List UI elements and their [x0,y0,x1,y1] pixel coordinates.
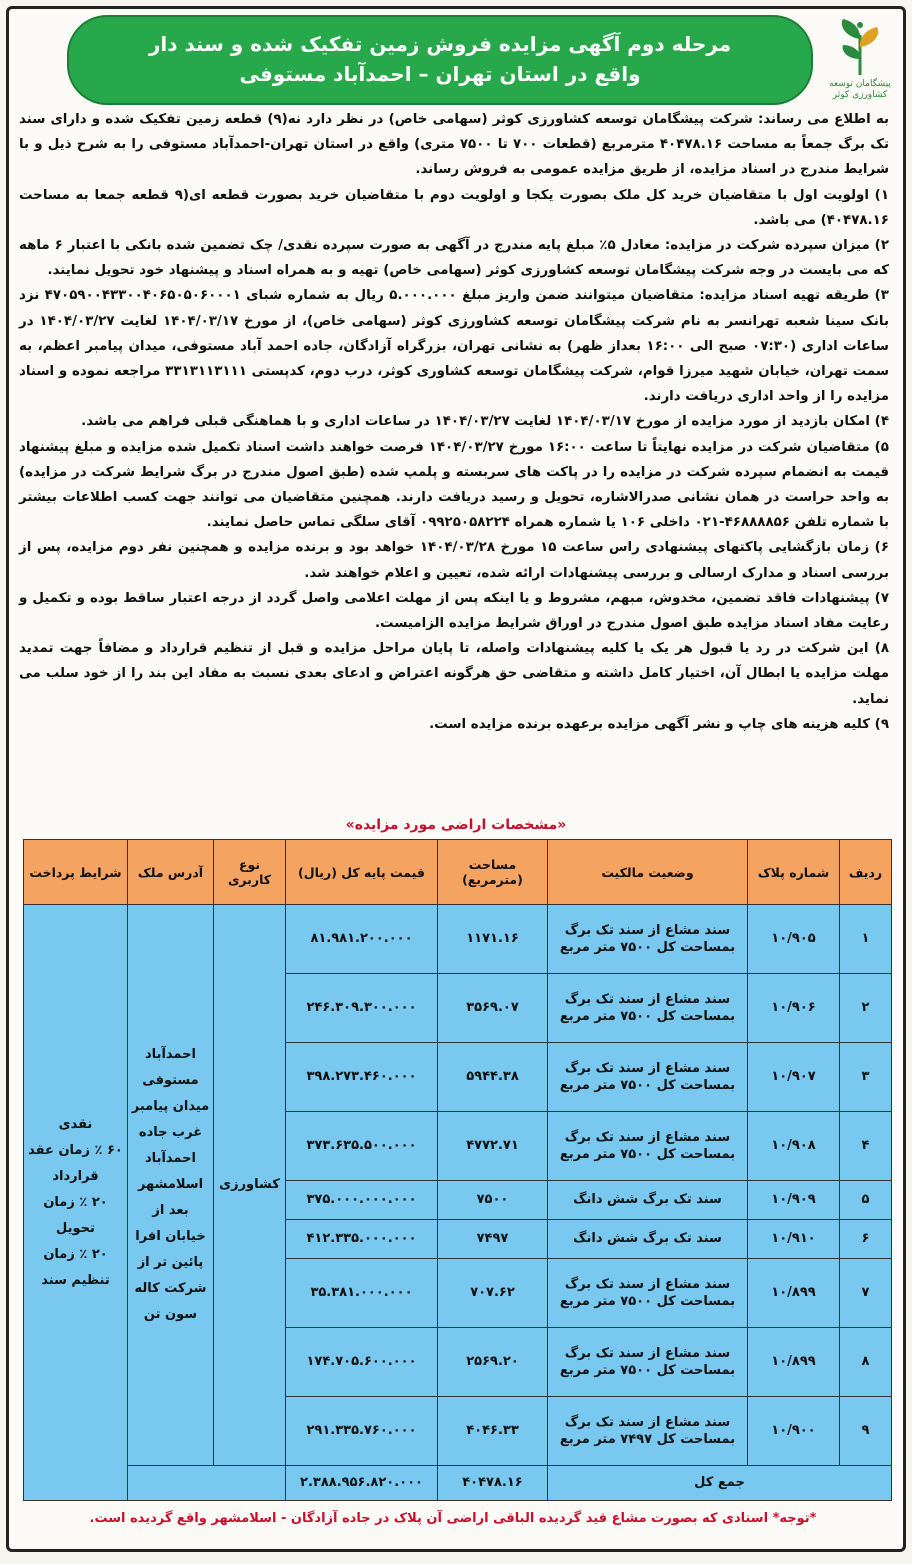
property-address: احمدآباد مستوفی میدان پیامبر غرب جاده احمدآباد اسلامشهر بعد از خیابان افرا پائین تر از شرکت کاله سون تن [128,905,214,1466]
total-empty-cell [128,1465,286,1500]
base-price: ۲۴۶.۳۰۹.۳۰۰.۰۰۰ [286,973,438,1042]
row-number: ۹ [840,1396,892,1465]
notice-body [19,107,889,737]
table-header-row [24,840,892,905]
payment-terms [24,905,128,1501]
area-value: ۲۵۶۹.۲۰ [438,1327,548,1396]
usage-type: کشاورزی [214,905,286,1466]
base-price: ۳۷۳.۶۳۵.۵۰۰.۰۰۰ [286,1111,438,1180]
plak-number: ۱۰/۹۰۹ [748,1180,840,1219]
row-number: ۴ [840,1111,892,1180]
plak-number: ۱۰/۹۰۰ [748,1396,840,1465]
base-price: ۳۹۸.۲۷۳.۴۶۰.۰۰۰ [286,1042,438,1111]
page-title [69,17,811,89]
header-row-number: ردیف [840,840,892,905]
header-area: مساحت (مترمربع) [438,840,548,905]
clause-6: ۶) زمان بازگشایی پاکتهای پیشنهادی راس ساعت ۱۵ مورخ ۱۴۰۴/۰۳/۲۸ خواهد بود و برنده مزایده و همچنین نفر دوم مزایده، پس از بررسی اسناد و مدارک ارسالی و بررسی پیشنهادات ارائه شده، تعیین و اعلام خواهند شد. [19,540,889,581]
clause-7: ۷) پیشنهادات فاقد تضمین، مخدوش، مبهم، مشروط و یا اینکه پس از مهلت اعلامی واصل گردد از درجه اعتبار ساقط بوده و تکمیل و رعایت مفاد اسناد مزایده طبق اصول مندرج در اوراق شرایط مزایده الزامیست. [19,590,889,632]
clause-8: ۸) این شرکت در رد یا قبول هر یک یا کلیه پیشنهادات واصله، تا پایان مراحل مزایده و قبل از تنظیم قرارداد و مضافاً جهت تمدید مهلت مزایده یا ابطال آن، اختیار کامل داشته و متقاضی حق هرگونه اعتراض و ادعای بعدی نسبت به مفاد این بند را از خود سلب می نماید. [19,641,889,707]
total-label: جمع کل [548,1465,892,1500]
clause-5: ۵) متقاضیان شرکت در مزایده نهایتاً تا ساعت ۱۶:۰۰ مورخ ۱۴۰۴/۰۳/۲۷ فرصت خواهند داشت اسناد تکمیل شده مزایده و مبلغ پیشنهاد قیمت به انضمام سپرده شرکت در مزایده را در پاکت های سربسته و پلمپ شده (طبق اصول مندرج در برگ شرایط شرکت در مزایده) به واحد حراست در همان نشانی صدرالاشاره، تحویل و رسید دریافت دارند. همچنین متقاضیان می توانند جهت کسب اطلاعات بیشتر با شماره تلفن ۴۶۸۸۸۸۵۶-۰۲۱ داخلی ۱۰۶ یا شماره همراه ۰۹۹۲۵۰۵۸۲۲۴ آقای سلگی تماس حاصل نمایند. [19,439,889,531]
base-price: ۳۵.۳۸۱.۰۰۰.۰۰۰ [286,1258,438,1327]
ownership-status: سند مشاع از سند تک برگ بمساحت کل ۷۵۰۰ متر مربع [548,905,748,974]
plak-number: ۱۰/۸۹۹ [748,1327,840,1396]
ownership-status: سند مشاع از سند تک برگ بمساحت کل ۷۵۰۰ متر مربع [548,1111,748,1180]
base-price: ۴۱۲.۳۳۵.۰۰۰.۰۰۰ [286,1219,438,1258]
row-number: ۶ [840,1219,892,1258]
header-banner [67,15,813,105]
ownership-status: سند تک برگ شش دانگ [548,1219,748,1258]
ownership-status: سند مشاع از سند تک برگ بمساحت کل ۷۴۹۷ متر مربع [548,1396,748,1465]
row-number: ۵ [840,1180,892,1219]
title-line-1: مرحله دوم آگهی مزایده فروش زمین تفکیک شده و سند دار [148,32,732,56]
base-price: ۲۹۱.۳۳۵.۷۶۰.۰۰۰ [286,1396,438,1465]
base-price: ۱۷۴.۷۰۵.۶۰۰.۰۰۰ [286,1327,438,1396]
header-address: آدرس ملک [128,840,214,905]
total-area: ۴۰۴۷۸.۱۶ [438,1465,548,1500]
plak-number: ۱۰/۹۰۸ [748,1111,840,1180]
payment-line-cash: نقدی [58,1116,93,1132]
table-row [24,905,892,974]
clause-2: ۲) میزان سپرده شرکت در مزایده: معادل ۵٪ مبلغ پایه مندرج در آگهی به صورت سپرده نقدی/ چک تضمین شده بانکی با اعتبار ۶ ماهه که می بایست در وجه شرکت پیشگامان توسعه کشاورزی کوثر (سهامی خاص) تهیه و به همراه اسناد و پیشنهاد خود تحویل نمایند. [19,238,889,279]
header-plak: شماره پلاک [748,840,840,905]
land-specs-table [23,839,892,1501]
clause-3: ۳) طریقه تهیه اسناد مزایده: متقاضیان میتوانند ضمن واریز مبلغ ۵.۰۰۰.۰۰۰ ریال به شماره شبای ۴۷۰۵۹۰۰۴۳۳۰۰۴۰۶۵۰۵۰۶۰۰۰۱ نزد بانک سینا شعبه تهرانسر به نام شرکت پیشگامان توسعه کشاورزی کوثر (سهامی خاص)، از مورخ ۱۴۰۴/۰۳/۱۷ لغایت ۱۴۰۴/۰۳/۲۷ در ساعات اداری (۰۷:۳۰ صبح الی ۱۶:۰۰ بعداز ظهر) به نشانی تهران، بزرگراه آزادگان، جاده احمد آباد مستوفی، میدان پیامبر اعظم، به سمت تهران، خیابان شهید میرزا قوام، شرکت پیشگامان توسعه کشاوری کوثر، درب دوم، کدپستی ۳۳۱۳۱۱۳۱۱۱ مراجعه نموده و اسناد مزایده را از واحد اداری دریافت دارند. [19,288,889,405]
area-value: ۷۴۹۷ [438,1219,548,1258]
leaf-sprout-logo-icon [835,17,885,79]
payment-line-contract: ۶۰ ٪ زمان عقد قرارداد [28,1142,123,1184]
header-ownership: وضعیت مالکیت [548,840,748,905]
logo-text: پیشگامان توسعه کشاورزی کوثر [829,79,891,100]
company-logo [825,17,895,107]
ownership-status: سند تک برگ شش دانگ [548,1180,748,1219]
header-payment: شرایط پرداخت [24,840,128,905]
row-number: ۷ [840,1258,892,1327]
clause-9: ۹) کلیه هزینه های چاپ و نشر آگهی مزایده برعهده برنده مزایده است. [429,716,889,732]
row-number: ۳ [840,1042,892,1111]
header-usage: نوع کاربری [214,840,286,905]
total-price: ۲.۳۸۸.۹۵۶.۸۲۰.۰۰۰ [286,1465,438,1500]
specs-title: «مشخصات اراضی مورد مزایده» [345,817,567,833]
payment-line-deed: ۲۰ ٪ زمان تنظیم سند [41,1246,110,1288]
row-number: ۲ [840,973,892,1042]
title-line-2: واقع در استان تهران – احمدآباد مستوفی [239,62,641,86]
plak-number: ۱۰/۸۹۹ [748,1258,840,1327]
ownership-status: سند مشاع از سند تک برگ بمساحت کل ۷۵۰۰ متر مربع [548,973,748,1042]
plak-number: ۱۰/۹۰۶ [748,973,840,1042]
ownership-status: سند مشاع از سند تک برگ بمساحت کل ۷۵۰۰ متر مربع [548,1258,748,1327]
plak-number: ۱۰/۹۰۷ [748,1042,840,1111]
area-value: ۷۵۰۰ [438,1180,548,1219]
base-price: ۳۷۵.۰۰۰.۰۰۰.۰۰۰ [286,1180,438,1219]
clause-4: ۴) امکان بازدید از مورد مزایده از مورخ ۱۴۰۴/۰۳/۱۷ لغایت ۱۴۰۴/۰۳/۲۷ در ساعات اداری و با هماهنگی قبلی فراهم می باشد. [81,414,889,430]
payment-line-delivery: ۲۰ ٪ زمان تحویل [43,1194,108,1236]
header-base-price: قیمت پایه کل (ریال) [286,840,438,905]
area-value: ۱۱۷۱.۱۶ [438,905,548,974]
table-total-row [24,1465,892,1500]
plak-number: ۱۰/۹۰۵ [748,905,840,974]
row-number: ۸ [840,1327,892,1396]
row-number: ۱ [840,905,892,974]
area-value: ۴۷۷۲.۷۱ [438,1111,548,1180]
clause-1: ۱) اولویت اول با متقاضیان خرید کل ملک بصورت یکجا و اولویت دوم با متقاضیان خرید بصورت قطعه ای(۹ قطعه جمعا به مساحت ۴۰۴۷۸.۱۶) می باشد. [19,187,889,228]
area-value: ۵۹۴۴.۳۸ [438,1042,548,1111]
footnote: *توجه* اسنادی که بصورت مشاع قید گردیده الباقی اراضی آن پلاک در جاده آزادگان - اسلامشهر واقع گردیده است. [89,1511,817,1526]
ownership-status: سند مشاع از سند تک برگ بمساحت کل ۷۵۰۰ متر مربع [548,1327,748,1396]
area-value: ۴۰۴۶.۳۳ [438,1396,548,1465]
auction-notice [6,6,906,1552]
ownership-status: سند مشاع از سند تک برگ بمساحت کل ۷۵۰۰ متر مربع [548,1042,748,1111]
plak-number: ۱۰/۹۱۰ [748,1219,840,1258]
area-value: ۷۰۷.۶۲ [438,1258,548,1327]
intro-paragraph: به اطلاع می رساند: شرکت پیشگامان توسعه کشاورزی کوثر (سهامی خاص) در نظر دارد نه(۹) قطعه زمین تفکیک شده و دارای سند تک برگ جمعاً به مساحت ۴۰۴۷۸.۱۶ مترمربع (قطعات ۷۰۰ تا ۷۵۰۰ متری) واقع در استان تهران-احمدآباد مستوفی را به شرح ذیل و با شرایط مندرج در اسناد مزایده، از طریق مزایده عمومی به فروش رساند. [19,112,889,178]
base-price: ۸۱.۹۸۱.۲۰۰.۰۰۰ [286,905,438,974]
area-value: ۳۵۶۹.۰۷ [438,973,548,1042]
